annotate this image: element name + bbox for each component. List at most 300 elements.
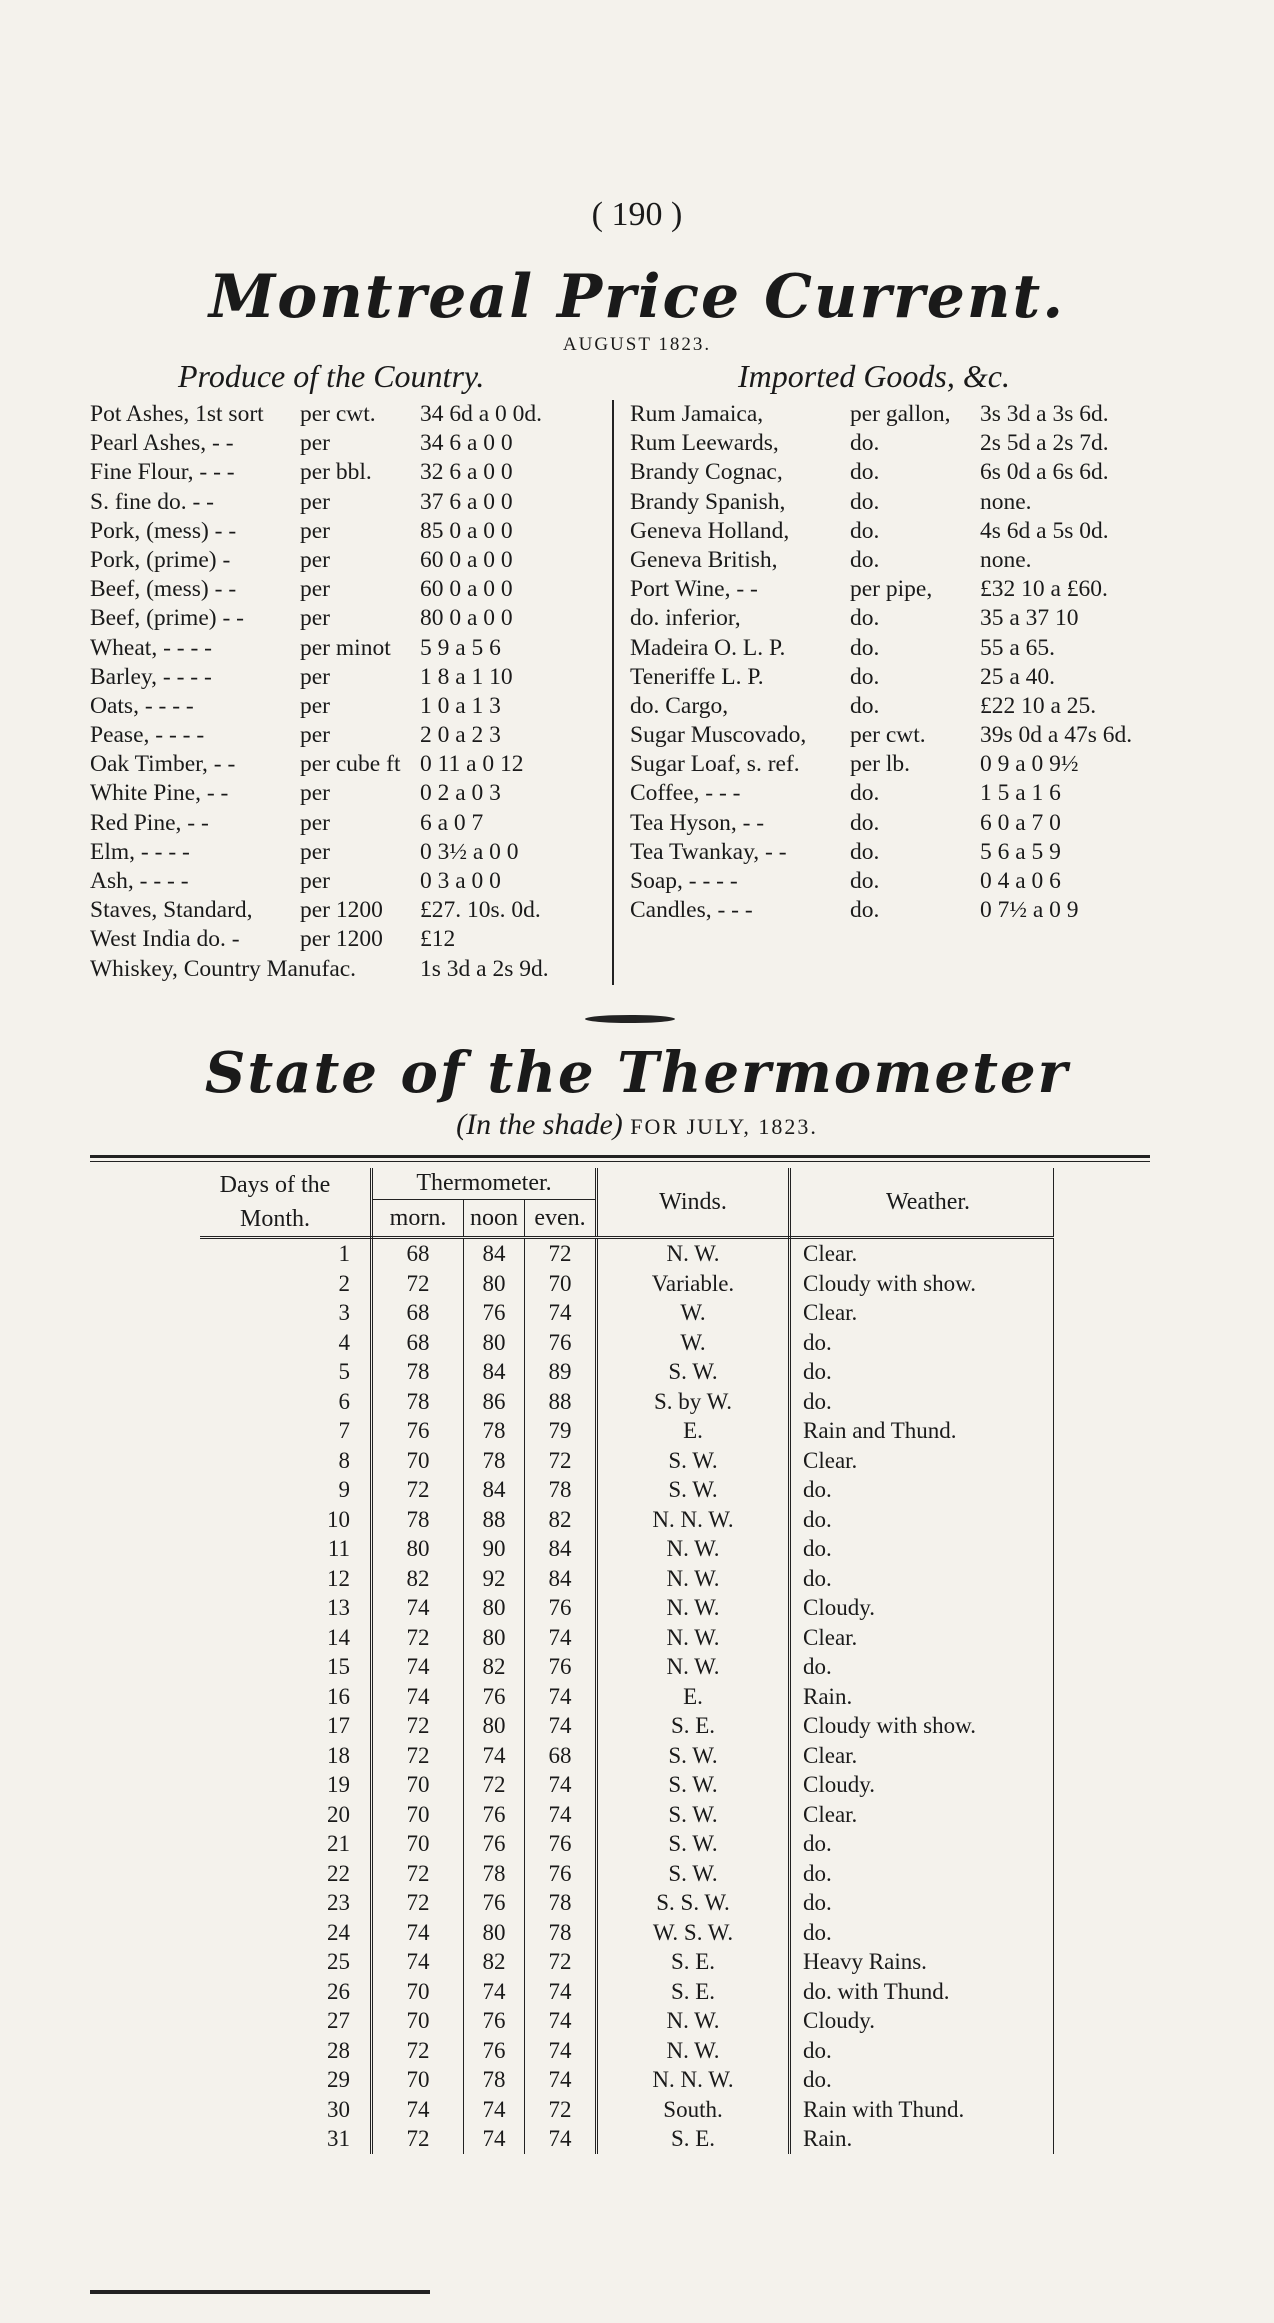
produce-item-value: 5 9 a 5 6 (420, 634, 501, 661)
wind-cell: S. W. (597, 1741, 790, 1771)
even-cell: 68 (525, 1741, 597, 1771)
imported-item-unit: per cwt. (850, 722, 926, 749)
imported-item-unit: per lb. (850, 751, 911, 778)
thermometer-table-body (200, 1238, 1054, 2154)
even-cell: 74 (525, 2006, 597, 2036)
header-even: even. (525, 1200, 597, 1238)
weather-cell: do. (790, 1357, 1054, 1387)
noon-cell: 76 (464, 1298, 525, 1328)
produce-item-value: 0 3½ a 0 0 (420, 838, 519, 865)
table-row (200, 1238, 1054, 1269)
produce-row (90, 896, 549, 925)
day-cell: 15 (200, 1652, 372, 1682)
imported-row (630, 663, 1132, 692)
produce-row (90, 838, 549, 867)
weather-cell: do. (790, 2036, 1054, 2066)
imported-row (630, 809, 1132, 838)
weather-cell: do. (790, 2065, 1054, 2095)
morn-cell: 72 (372, 1711, 464, 1741)
imported-row (630, 750, 1132, 779)
morn-cell: 72 (372, 1741, 464, 1771)
imported-item-name: do. Cargo, (630, 692, 729, 719)
morn-cell: 74 (372, 1947, 464, 1977)
produce-item-name: White Pine, - - (90, 780, 229, 807)
even-cell: 74 (525, 2065, 597, 2095)
table-row (200, 1534, 1054, 1564)
imported-item-unit: do. (850, 459, 880, 486)
imported-item-unit: do. (850, 517, 880, 544)
produce-row (90, 546, 549, 575)
even-cell: 78 (525, 1888, 597, 1918)
wind-cell: S. by W. (597, 1387, 790, 1417)
noon-cell: 80 (464, 1328, 525, 1358)
produce-item-unit: per (300, 868, 331, 894)
weather-cell: do. (790, 1829, 1054, 1859)
imported-item-unit: do. (850, 430, 880, 457)
imported-item-name: Soap, - - - - (630, 868, 738, 894)
day-cell: 26 (200, 1977, 372, 2007)
header-thermometer: Thermometer. (372, 1168, 597, 1200)
imported-item-name: Geneva Holland, (630, 517, 790, 544)
wind-cell: S. W. (597, 1357, 790, 1387)
weather-cell: do. (790, 1387, 1054, 1417)
even-cell: 78 (525, 1475, 597, 1505)
morn-cell: 72 (372, 1475, 464, 1505)
produce-item-unit: per cube ft (300, 751, 401, 778)
table-row (200, 2006, 1054, 2036)
imported-item-unit: do. (850, 605, 880, 632)
wind-cell: N. W. (597, 1534, 790, 1564)
table-row (200, 1829, 1054, 1859)
imported-row (630, 458, 1132, 487)
imported-row (630, 867, 1132, 896)
day-cell: 7 (200, 1416, 372, 1446)
produce-item-unit: per cwt. (300, 401, 376, 427)
table-row (200, 1977, 1054, 2007)
wind-cell: South. (597, 2095, 790, 2125)
noon-cell: 84 (464, 1357, 525, 1387)
even-cell: 72 (525, 2095, 597, 2125)
produce-item-name: Pork, (mess) - - (90, 517, 237, 544)
morn-cell: 78 (372, 1505, 464, 1535)
noon-cell: 86 (464, 1387, 525, 1417)
column-divider (612, 400, 614, 985)
day-cell: 2 (200, 1269, 372, 1299)
imported-item-unit: do. (850, 488, 880, 515)
wind-cell: S. E. (597, 1947, 790, 1977)
weather-cell: Cloudy with show. (790, 1269, 1054, 1299)
even-cell: 70 (525, 1269, 597, 1299)
produce-item-unit: per 1200 (300, 926, 383, 953)
imported-item-name: Tea Twankay, - - (630, 838, 787, 865)
day-cell: 4 (200, 1328, 372, 1358)
produce-row (90, 925, 549, 954)
table-row (200, 1298, 1054, 1328)
imported-item-name: Coffee, - - - (630, 780, 741, 807)
wind-cell: S. W. (597, 1829, 790, 1859)
produce-item-value: 32 6 a 0 0 (420, 459, 513, 486)
weather-cell: Rain with Thund. (790, 2095, 1054, 2125)
produce-item-value: 85 0 a 0 0 (420, 517, 513, 544)
even-cell: 76 (525, 1859, 597, 1889)
morn-cell: 74 (372, 2095, 464, 2125)
produce-item-name: Pork, (prime) - (90, 546, 231, 573)
imported-item-value: 1 5 a 1 6 (980, 780, 1061, 807)
day-cell: 13 (200, 1593, 372, 1623)
imported-item-name: Geneva British, (630, 546, 778, 573)
produce-row (90, 809, 549, 838)
produce-item-unit: per (300, 546, 331, 573)
wind-cell: N. N. W. (597, 2065, 790, 2095)
noon-cell: 80 (464, 1269, 525, 1299)
imported-row (630, 546, 1132, 575)
imported-row (630, 634, 1132, 663)
day-cell: 24 (200, 1918, 372, 1948)
imported-item-unit: per pipe, (850, 576, 933, 603)
produce-item-value: 80 0 a 0 0 (420, 605, 513, 632)
produce-item-name: Staves, Standard, (90, 897, 253, 924)
produce-item-name: Ash, - - - - (90, 868, 189, 894)
imported-row (630, 604, 1132, 633)
produce-item-name: Fine Flour, - - - (90, 459, 235, 486)
imported-item-value: 4s 6d a 5s 0d. (980, 517, 1109, 544)
wind-cell: N. W. (597, 1564, 790, 1594)
bottom-rule (90, 2290, 430, 2294)
produce-item-name: Oats, - - - - (90, 692, 194, 719)
weather-cell: Rain. (790, 2124, 1054, 2154)
weather-cell: do. (790, 1888, 1054, 1918)
weather-cell: do. (790, 1652, 1054, 1682)
produce-list (90, 400, 549, 984)
page-number: ( 190 ) (591, 196, 683, 233)
weather-cell: do. (790, 1534, 1054, 1564)
even-cell: 76 (525, 1652, 597, 1682)
produce-row (90, 575, 549, 604)
table-row (200, 1859, 1054, 1889)
imported-item-name: Sugar Loaf, s. ref. (630, 751, 800, 778)
imported-row (630, 838, 1132, 867)
day-cell: 31 (200, 2124, 372, 2154)
noon-cell: 76 (464, 1888, 525, 1918)
produce-item-name: Whiskey, Country Manufac. (90, 955, 357, 982)
imported-item-value: 0 9 a 0 9½ (980, 751, 1079, 778)
noon-cell: 80 (464, 1593, 525, 1623)
noon-cell: 74 (464, 2124, 525, 2154)
weather-cell: do. (790, 1564, 1054, 1594)
day-cell: 14 (200, 1623, 372, 1653)
table-row (200, 1918, 1054, 1948)
produce-item-name: Elm, - - - - (90, 838, 190, 865)
imported-item-unit: do. (850, 546, 880, 573)
table-row (200, 1269, 1054, 1299)
imported-list (630, 400, 1132, 925)
thermometer-subtitle (0, 1108, 1274, 1142)
table-row (200, 1770, 1054, 1800)
produce-item-name: Barley, - - - - (90, 663, 212, 690)
day-cell: 16 (200, 1682, 372, 1712)
table-row (200, 1741, 1054, 1771)
table-row (200, 1682, 1054, 1712)
imported-item-unit: do. (850, 897, 880, 924)
price-current-title: Montreal Price Current. (208, 262, 1066, 332)
produce-item-unit: per (300, 663, 331, 690)
wind-cell: N. W. (597, 2036, 790, 2066)
even-cell: 74 (525, 1800, 597, 1830)
weather-cell: do. (790, 1918, 1054, 1948)
imported-item-unit: per gallon, (850, 401, 951, 427)
produce-item-value: 0 11 a 0 12 (420, 751, 524, 778)
imported-item-name: Brandy Spanish, (630, 488, 786, 515)
imported-heading: Imported Goods, &c. (738, 358, 1010, 394)
morn-cell: 68 (372, 1298, 464, 1328)
imported-item-unit: do. (850, 809, 880, 836)
day-cell: 18 (200, 1741, 372, 1771)
day-cell: 10 (200, 1505, 372, 1535)
produce-row (90, 867, 549, 896)
imported-item-name: Sugar Muscovado, (630, 722, 807, 749)
header-noon: noon (464, 1200, 525, 1238)
imported-item-value: 5 6 a 5 9 (980, 838, 1061, 865)
imported-item-name: Candles, - - - (630, 897, 753, 924)
produce-row (90, 604, 549, 633)
noon-cell: 88 (464, 1505, 525, 1535)
even-cell: 82 (525, 1505, 597, 1535)
table-row (200, 2124, 1054, 2154)
noon-cell: 74 (464, 1977, 525, 2007)
imported-item-unit: do. (850, 692, 880, 719)
imported-item-name: Port Wine, - - (630, 576, 758, 603)
imported-item-value: 2s 5d a 2s 7d. (980, 430, 1109, 457)
header-weather: Weather. (790, 1168, 1054, 1238)
table-row (200, 2036, 1054, 2066)
weather-cell: Cloudy with show. (790, 1711, 1054, 1741)
table-row (200, 2065, 1054, 2095)
morn-cell: 70 (372, 1770, 464, 1800)
weather-cell: do. with Thund. (790, 1977, 1054, 2007)
weather-cell: Clear. (790, 1741, 1054, 1771)
table-row (200, 2095, 1054, 2125)
imported-row (630, 400, 1132, 429)
morn-cell: 72 (372, 2124, 464, 2154)
imported-item-unit: do. (850, 838, 880, 865)
noon-cell: 80 (464, 1918, 525, 1948)
produce-item-unit: per (300, 488, 331, 515)
wind-cell: S. S. W. (597, 1888, 790, 1918)
even-cell: 72 (525, 1238, 597, 1269)
produce-row (90, 721, 549, 750)
weather-cell: Rain. (790, 1682, 1054, 1712)
wind-cell: W. S. W. (597, 1918, 790, 1948)
produce-item-value: 0 3 a 0 0 (420, 868, 501, 894)
subtitle-month: FOR JULY, 1823. (630, 1114, 818, 1139)
table-row (200, 1416, 1054, 1446)
imported-row (630, 721, 1132, 750)
noon-cell: 72 (464, 1770, 525, 1800)
imported-item-name: Madeira O. L. P. (630, 634, 786, 661)
produce-item-value: £12 (420, 926, 456, 953)
table-top-rule-thin (90, 1161, 1150, 1162)
noon-cell: 90 (464, 1534, 525, 1564)
produce-item-unit: per (300, 838, 331, 865)
morn-cell: 68 (372, 1328, 464, 1358)
produce-row (90, 429, 549, 458)
day-cell: 1 (200, 1238, 372, 1269)
day-cell: 21 (200, 1829, 372, 1859)
noon-cell: 84 (464, 1238, 525, 1269)
even-cell: 78 (525, 1918, 597, 1948)
section-ornament (585, 1015, 675, 1023)
morn-cell: 68 (372, 1238, 464, 1269)
produce-item-value: 1 0 a 1 3 (420, 692, 501, 719)
imported-item-value: 35 a 37 10 (980, 605, 1079, 632)
morn-cell: 72 (372, 1623, 464, 1653)
even-cell: 74 (525, 2036, 597, 2066)
table-row (200, 1328, 1054, 1358)
weather-cell: Clear. (790, 1238, 1054, 1269)
day-cell: 11 (200, 1534, 372, 1564)
imported-row (630, 575, 1132, 604)
wind-cell: S. E. (597, 2124, 790, 2154)
morn-cell: 74 (372, 1652, 464, 1682)
table-row (200, 1475, 1054, 1505)
subtitle-in-the-shade: (In the shade) (456, 1108, 623, 1141)
produce-item-name: S. fine do. - - (90, 488, 215, 515)
imported-row (630, 517, 1132, 546)
table-row (200, 1800, 1054, 1830)
weather-cell: Rain and Thund. (790, 1416, 1054, 1446)
produce-item-value: 37 6 a 0 0 (420, 488, 513, 515)
morn-cell: 70 (372, 2006, 464, 2036)
noon-cell: 76 (464, 2036, 525, 2066)
day-cell: 22 (200, 1859, 372, 1889)
produce-item-unit: per (300, 517, 331, 544)
header-days-line2: Month. (239, 1206, 310, 1232)
wind-cell: N. N. W. (597, 1505, 790, 1535)
wind-cell: N. W. (597, 1238, 790, 1269)
weather-cell: do. (790, 1859, 1054, 1889)
day-cell: 29 (200, 2065, 372, 2095)
produce-item-name: Oak Timber, - - (90, 751, 236, 778)
even-cell: 88 (525, 1387, 597, 1417)
wind-cell: N. W. (597, 1623, 790, 1653)
even-cell: 84 (525, 1564, 597, 1594)
noon-cell: 84 (464, 1475, 525, 1505)
noon-cell: 76 (464, 1800, 525, 1830)
morn-cell: 72 (372, 1888, 464, 1918)
day-cell: 17 (200, 1711, 372, 1741)
even-cell: 76 (525, 1829, 597, 1859)
produce-item-value: 34 6 a 0 0 (420, 430, 513, 457)
day-cell: 20 (200, 1800, 372, 1830)
morn-cell: 74 (372, 1682, 464, 1712)
morn-cell: 72 (372, 1269, 464, 1299)
even-cell: 76 (525, 1328, 597, 1358)
weather-cell: Clear. (790, 1298, 1054, 1328)
morn-cell: 72 (372, 2036, 464, 2066)
wind-cell: S. W. (597, 1800, 790, 1830)
day-cell: 19 (200, 1770, 372, 1800)
imported-item-value: none. (980, 488, 1032, 515)
produce-item-value: 0 2 a 0 3 (420, 780, 501, 807)
even-cell: 72 (525, 1446, 597, 1476)
even-cell: 79 (525, 1416, 597, 1446)
header-days (200, 1168, 372, 1238)
even-cell: 74 (525, 1770, 597, 1800)
imported-item-name: do. inferior, (630, 605, 741, 632)
morn-cell: 78 (372, 1357, 464, 1387)
morn-cell: 74 (372, 1593, 464, 1623)
produce-item-unit: per (300, 780, 331, 807)
imported-item-unit: do. (850, 868, 880, 894)
imported-row (630, 429, 1132, 458)
noon-cell: 78 (464, 1446, 525, 1476)
imported-item-name: Brandy Cognac, (630, 459, 783, 486)
wind-cell: S. W. (597, 1446, 790, 1476)
noon-cell: 82 (464, 1652, 525, 1682)
wind-cell: W. (597, 1328, 790, 1358)
produce-row (90, 488, 549, 517)
imported-item-value: 3s 3d a 3s 6d. (980, 401, 1109, 427)
imported-item-value: 25 a 40. (980, 663, 1056, 690)
table-row (200, 1623, 1054, 1653)
produce-row (90, 517, 549, 546)
day-cell: 9 (200, 1475, 372, 1505)
even-cell: 72 (525, 1947, 597, 1977)
even-cell: 89 (525, 1357, 597, 1387)
price-current-month: AUGUST 1823. (562, 334, 712, 355)
produce-item-name: Red Pine, - - (90, 809, 209, 836)
wind-cell: N. W. (597, 1593, 790, 1623)
produce-item-value: 34 6d a 0 0d. (420, 401, 543, 427)
header-days-line1: Days of the (219, 1172, 331, 1198)
noon-cell: 74 (464, 1741, 525, 1771)
morn-cell: 70 (372, 1446, 464, 1476)
wind-cell: Variable. (597, 1269, 790, 1299)
table-row (200, 1446, 1054, 1476)
morn-cell: 78 (372, 1387, 464, 1417)
table-row (200, 1593, 1054, 1623)
wind-cell: S. W. (597, 1859, 790, 1889)
imported-row (630, 779, 1132, 808)
noon-cell: 80 (464, 1711, 525, 1741)
day-cell: 23 (200, 1888, 372, 1918)
even-cell: 74 (525, 1977, 597, 2007)
produce-row (90, 692, 549, 721)
table-row (200, 1564, 1054, 1594)
day-cell: 28 (200, 2036, 372, 2066)
weather-cell: Cloudy. (790, 1593, 1054, 1623)
produce-item-value: 60 0 a 0 0 (420, 546, 513, 573)
weather-cell: Clear. (790, 1446, 1054, 1476)
weather-cell: Cloudy. (790, 1770, 1054, 1800)
produce-item-name: Beef, (mess) - - (90, 576, 237, 603)
produce-item-name: West India do. - (90, 926, 240, 953)
morn-cell: 80 (372, 1534, 464, 1564)
imported-item-value: 6 0 a 7 0 (980, 809, 1061, 836)
produce-item-name: Pot Ashes, 1st sort (90, 401, 264, 427)
day-cell: 8 (200, 1446, 372, 1476)
produce-item-value: 6 a 0 7 (420, 809, 484, 836)
wind-cell: E. (597, 1416, 790, 1446)
morn-cell: 70 (372, 1829, 464, 1859)
imported-item-value: none. (980, 546, 1032, 573)
day-cell: 12 (200, 1564, 372, 1594)
weather-cell: do. (790, 1505, 1054, 1535)
imported-item-value: 0 7½ a 0 9 (980, 897, 1079, 924)
noon-cell: 78 (464, 1416, 525, 1446)
even-cell: 74 (525, 1682, 597, 1712)
even-cell: 76 (525, 1593, 597, 1623)
